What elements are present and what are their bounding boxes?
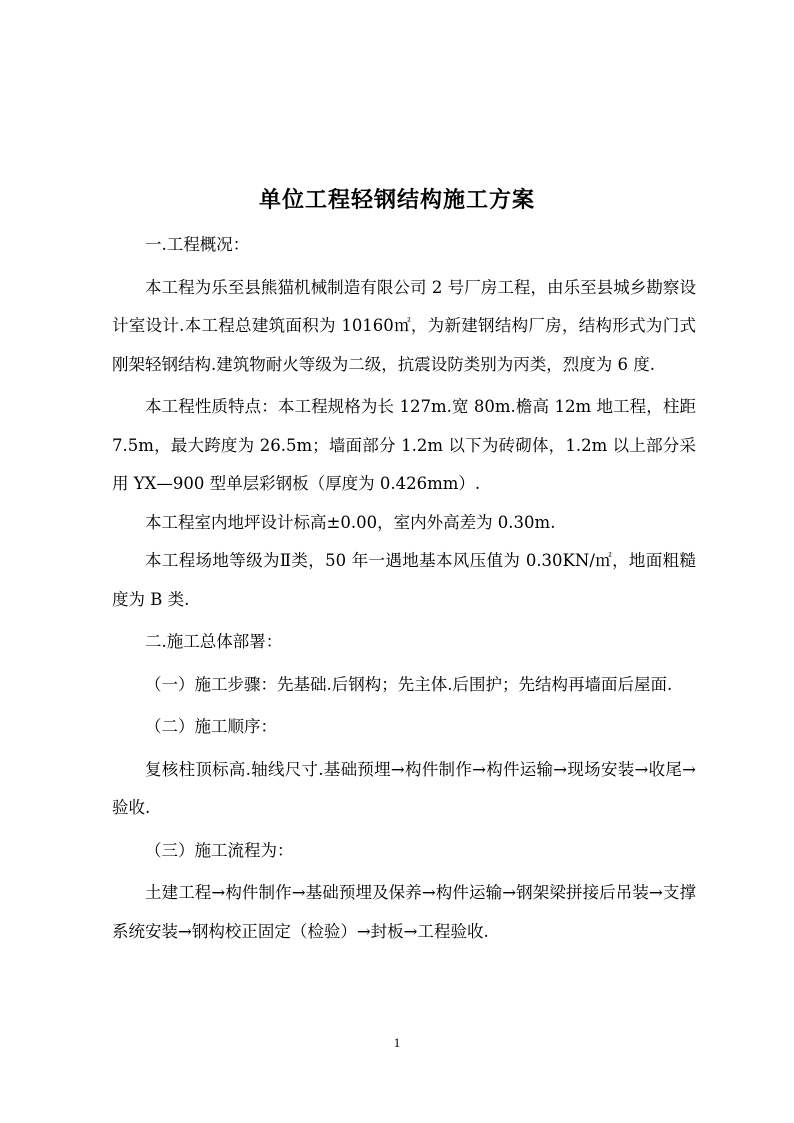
subheading-construction-process: （三）施工流程为：: [145, 840, 294, 860]
section-heading-deployment: 二.施工总体部署：: [145, 632, 283, 651]
paragraph-construction-sequence: 复核柱顶标高.轴线尺寸.基础预埋→构件制作→构件运输→现场安装→收尾→验收.: [112, 759, 696, 817]
paragraph-elevation: 本工程室内地坪设计标高±0.00，室内外高差为 0.30m.: [145, 512, 556, 532]
document-body: [112, 226, 696, 951]
paragraph-construction-steps: （一）施工步骤：先基础.后钢构；先主体.后围护；先结构再墙面后屋面.: [145, 674, 673, 694]
paragraph-construction-process: 土建工程→构件制作→基础预埋及保养→构件运输→钢架梁拼接后吊装→支撑系统安装→钢构校正固定（检验）→封板→工程验收.: [112, 883, 696, 941]
page-number: 1: [393, 1035, 401, 1050]
document-title: 单位工程轻钢结构施工方案: [258, 188, 535, 213]
subheading-construction-sequence: （二）施工顺序：: [145, 717, 277, 736]
section-heading-overview: 一.工程概况：: [145, 235, 250, 254]
paragraph-project-intro: 本工程为乐至县熊猫机械制造有限公司 2 号厂房工程，由乐至县城乡勘察设计室设计.本工程总建筑面积为 10160㎡，为新建钢结构厂房，结构形式为门式刚架轻钢结构.建筑物耐火等级为二级，抗震设防类别为丙类，烈度为 6 度.: [112, 277, 696, 374]
paragraph-project-characteristics: 本工程性质特点：本工程规格为长 127m.宽 80m.檐高 12m 地工程，柱距 7.5m，最大跨度为 26.5m；墙面部分 1.2m 以下为砖砌体，1.2m 以上部分采用 YX—900 型单层彩钢板（厚度为 0.426mm）.: [112, 397, 696, 493]
paragraph-site-grade: 本工程场地等级为Ⅱ类，50 年一遇地基本风压值为 0.30KN/㎡，地面粗糙度为 B 类.: [112, 551, 696, 609]
